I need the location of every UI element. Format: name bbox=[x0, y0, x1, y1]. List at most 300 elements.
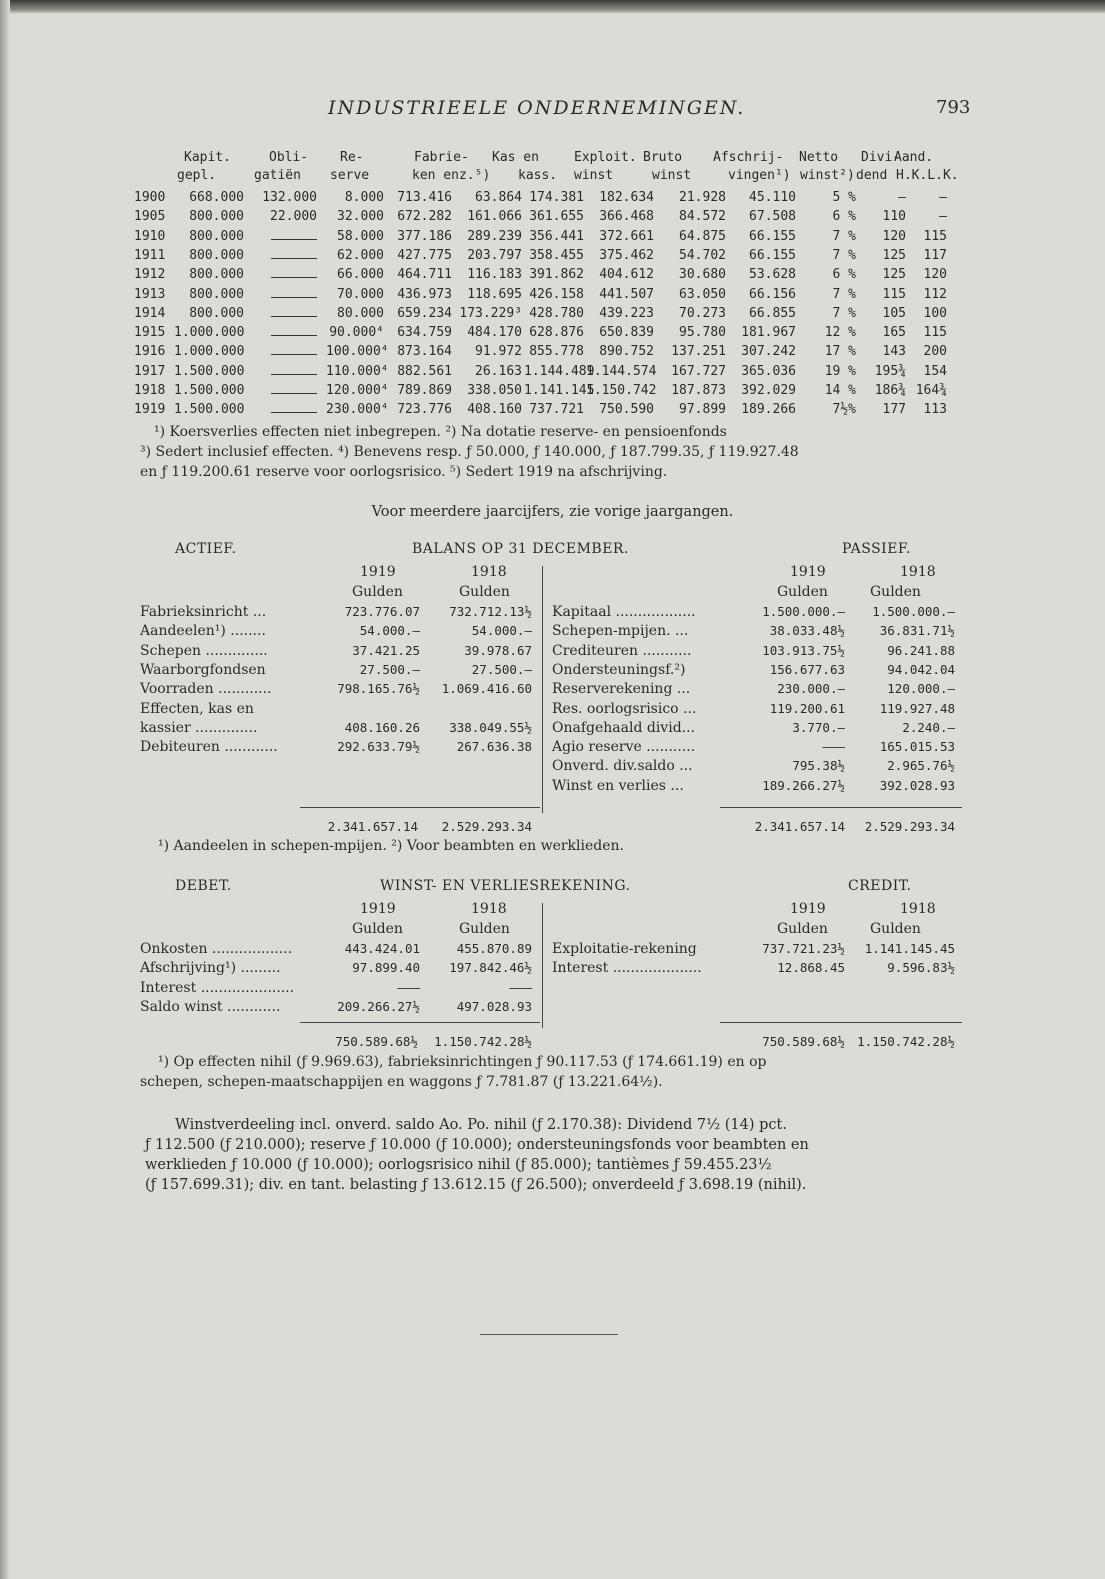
cell-netto: 67.508 bbox=[749, 209, 796, 225]
cell-year: 1911 bbox=[134, 247, 166, 263]
year-header: 1919 bbox=[790, 901, 826, 917]
account-label: Interest ..................... bbox=[140, 979, 295, 996]
cell-exploit: 358.455 bbox=[529, 247, 584, 263]
cell-netto: 66.155 bbox=[749, 228, 796, 244]
cell-k: 164¾ bbox=[915, 383, 947, 398]
cell-reserve: 90.000⁴ bbox=[329, 325, 384, 341]
dash-mark bbox=[271, 393, 317, 394]
cell-reserve: 120.000⁴ bbox=[326, 383, 389, 398]
dash-mark bbox=[271, 239, 317, 240]
cell-fabrieken: 713.416 bbox=[397, 190, 452, 205]
table-row bbox=[134, 325, 974, 345]
amount-1918: 267.636.38 bbox=[456, 739, 532, 755]
history-column-header: Bruto bbox=[643, 150, 683, 165]
cell-h: 125 bbox=[882, 267, 906, 283]
amount-1918: 39.978.67 bbox=[464, 642, 532, 658]
total-1918: 2.529.293.34 bbox=[864, 819, 955, 834]
account-label: Onverd. div.saldo ... bbox=[552, 758, 693, 775]
unit-header: Gulden bbox=[352, 921, 403, 937]
account-label: Crediteuren ........... bbox=[552, 642, 692, 659]
right-heading: PASSIEF. bbox=[842, 541, 911, 557]
cell-k: 117 bbox=[923, 247, 947, 263]
distribution-line: ƒ 112.500 (ƒ 210.000); reserve ƒ 10.000 (ƒ 10.000); ondersteuningsfonds voor beambten en bbox=[145, 1137, 809, 1153]
dash-mark bbox=[271, 277, 317, 278]
year-header: 1919 bbox=[360, 564, 396, 580]
total-rule bbox=[720, 1022, 962, 1023]
cell-k: 115 bbox=[923, 228, 947, 244]
cell-kapit: 1.500.000 bbox=[174, 383, 245, 398]
amount-1918: 94.042.04 bbox=[887, 661, 955, 677]
cell-divid: 19 % bbox=[824, 363, 856, 379]
cell-divid: 6 % bbox=[832, 209, 856, 225]
amount-1918: 497.028.93 bbox=[456, 998, 532, 1014]
cell-fabrieken: 789.869 bbox=[397, 383, 452, 398]
amount-1918: 119.927.48 bbox=[879, 700, 955, 716]
cell-h: 195¾ bbox=[874, 363, 906, 379]
cell-netto: 45.110 bbox=[749, 190, 796, 205]
amount-1919: 38.033.48½ bbox=[769, 623, 845, 639]
total-1918: 1.150.742.28½ bbox=[434, 1034, 532, 1050]
cell-bruto: 366.468 bbox=[599, 209, 654, 225]
cell-bruto: 375.462 bbox=[599, 247, 654, 263]
cell-afschr: 70.273 bbox=[679, 305, 726, 321]
amount-1919: 798.165.76½ bbox=[337, 681, 420, 697]
dash-mark bbox=[271, 297, 317, 298]
account-label: Fabrieksinricht ... bbox=[140, 604, 267, 620]
unit-header: Gulden bbox=[459, 921, 510, 937]
cell-fabrieken: 634.759 bbox=[397, 325, 452, 341]
cell-year: 1915 bbox=[134, 325, 166, 341]
account-label: Waarborgfondsen bbox=[140, 661, 266, 678]
amount-1918: 1.500.000.— bbox=[872, 604, 955, 619]
account-label: Saldo winst ............ bbox=[140, 998, 281, 1015]
cell-kas: 161.066 bbox=[467, 209, 522, 225]
unit-header: Gulden bbox=[777, 921, 828, 937]
cell-fabrieken: 659.234 bbox=[397, 305, 452, 321]
cell-afschr: 21.928 bbox=[679, 190, 726, 205]
table-row bbox=[134, 287, 974, 307]
cell-divid: 6 % bbox=[832, 267, 856, 283]
cell-fabrieken: 723.776 bbox=[397, 402, 452, 418]
cell-exploit: 174.381 bbox=[529, 190, 584, 205]
amount-1918: 1.141.145.45 bbox=[864, 941, 955, 956]
account-label: Agio reserve ........... bbox=[552, 739, 696, 756]
account-label: Reserverekening ... bbox=[552, 681, 691, 698]
cell-exploit: 737.721 bbox=[529, 402, 584, 418]
amount-1919: ——— bbox=[822, 739, 845, 755]
right-heading: CREDIT. bbox=[848, 878, 912, 894]
history-column-subheader: gatiën bbox=[254, 168, 301, 183]
cell-reserve: 80.000 bbox=[337, 305, 384, 321]
amount-1919: ——— bbox=[397, 979, 420, 995]
distribution-line: (ƒ 157.699.31); div. en tant. belasting ƒ 13.612.15 (ƒ 26.500); onverdeeld ƒ 3.698.19 (nihil). bbox=[145, 1177, 807, 1193]
year-header: 1918 bbox=[471, 564, 507, 580]
account-label: Ondersteuningsf.²) bbox=[552, 661, 686, 678]
account-label: Voorraden ............ bbox=[140, 681, 272, 698]
amount-1919: 230.000.— bbox=[777, 681, 845, 697]
cell-netto: 307.242 bbox=[741, 344, 796, 360]
amount-1919: 189.266.27½ bbox=[762, 777, 845, 793]
column-divider bbox=[542, 566, 543, 813]
account-label: Effecten, kas en bbox=[140, 700, 254, 717]
cell-year: 1919 bbox=[134, 402, 166, 418]
account-label: kassier .............. bbox=[140, 719, 258, 736]
cell-kapit: 800.000 bbox=[189, 228, 244, 244]
account-label: Interest .................... bbox=[552, 960, 702, 977]
history-column-header: Exploit. bbox=[574, 150, 637, 165]
amount-1918: 338.049.55½ bbox=[449, 719, 532, 735]
cell-h: 125 bbox=[882, 247, 906, 263]
cell-kapit: 800.000 bbox=[189, 305, 244, 321]
year-header: 1918 bbox=[900, 901, 936, 917]
amount-1919: 97.899.40 bbox=[352, 960, 420, 976]
amount-1919: 156.677.63 bbox=[769, 661, 845, 677]
amount-1918: 197.842.46½ bbox=[449, 960, 532, 976]
cell-h: 143 bbox=[882, 344, 906, 360]
cell-afschr: 167.727 bbox=[671, 363, 726, 379]
amount-1918: 36.831.71½ bbox=[879, 623, 955, 639]
cell-bruto: 182.634 bbox=[599, 190, 654, 205]
cell-kapit: 800.000 bbox=[189, 286, 244, 302]
dash-mark bbox=[271, 335, 317, 336]
cell-fabrieken: 873.164 bbox=[397, 344, 452, 360]
history-column-subheader: winst bbox=[574, 168, 614, 183]
cell-bruto: 750.590 bbox=[599, 402, 654, 418]
account-label: Onkosten .................. bbox=[140, 941, 293, 957]
unit-header: Gulden bbox=[777, 584, 828, 600]
amount-1918: 732.712.13½ bbox=[449, 604, 532, 619]
unit-header: Gulden bbox=[352, 584, 403, 600]
cell-k: 112 bbox=[923, 286, 947, 302]
amount-1919: 795.38½ bbox=[792, 758, 845, 774]
account-label: Exploitatie-rekening bbox=[552, 941, 697, 957]
cell-k: 154 bbox=[923, 363, 947, 379]
cell-exploit: 628.876 bbox=[529, 325, 584, 341]
cell-divid: 7 % bbox=[832, 305, 856, 321]
total-rule bbox=[300, 1022, 540, 1023]
cell-reserve: 8.000 bbox=[344, 190, 384, 205]
cell-bruto: 890.752 bbox=[599, 344, 654, 360]
cell-afschr: 84.572 bbox=[679, 209, 726, 225]
amount-1919: 54.000.— bbox=[359, 623, 420, 639]
unit-header: Gulden bbox=[870, 584, 921, 600]
cell-fabrieken: 672.282 bbox=[397, 209, 452, 225]
cell-k: 113 bbox=[923, 402, 947, 418]
cell-fabrieken: 464.711 bbox=[397, 267, 452, 283]
table-row bbox=[134, 229, 974, 249]
history-column-subheader: dend bbox=[856, 168, 888, 183]
amount-1918: 2.965.76½ bbox=[887, 758, 955, 774]
history-column-header: Obli- bbox=[269, 150, 309, 165]
cell-exploit: 855.778 bbox=[529, 344, 584, 360]
table-row bbox=[134, 267, 974, 287]
cell-divid: 7 % bbox=[832, 286, 856, 302]
cell-kapit: 668.000 bbox=[189, 190, 244, 205]
cell-netto: 181.967 bbox=[741, 325, 796, 341]
amount-1919: 723.776.07 bbox=[344, 604, 420, 619]
table-row bbox=[134, 402, 974, 422]
amount-1919: 1.500.000.— bbox=[762, 604, 845, 619]
history-column-header: Kas en bbox=[492, 150, 539, 165]
amount-1918: 96.241.88 bbox=[887, 642, 955, 658]
cell-exploit: 426.158 bbox=[529, 286, 584, 302]
cell-netto: 392.029 bbox=[741, 383, 796, 398]
cell-year: 1913 bbox=[134, 286, 166, 302]
cell-kapit: 800.000 bbox=[189, 247, 244, 263]
cell-reserve: 70.000 bbox=[337, 286, 384, 302]
account-footnote: ¹) Aandeelen in schepen-mpijen. ²) Voor beambten en werklieden. bbox=[158, 838, 624, 854]
history-footnote-2: ³) Sedert inclusief effecten. ⁴) Benevens resp. ƒ 50.000, ƒ 140.000, ƒ 187.799.35, ƒ 119.927.48 bbox=[140, 444, 799, 460]
cell-h: 115 bbox=[882, 286, 906, 302]
cell-h: 165 bbox=[882, 325, 906, 341]
cell-afschr: 64.875 bbox=[679, 228, 726, 244]
cell-kas: 116.183 bbox=[467, 267, 522, 283]
cell-reserve: 62.000 bbox=[337, 247, 384, 263]
table-row bbox=[134, 364, 974, 384]
cell-netto: 189.266 bbox=[741, 402, 796, 418]
distribution-line: werklieden ƒ 10.000 (ƒ 10.000); oorlogsrisico nihil (ƒ 85.000); tantièmes ƒ 59.455.23½ bbox=[145, 1157, 772, 1173]
left-heading: ACTIEF. bbox=[175, 541, 237, 557]
amount-1918: 165.015.53 bbox=[879, 739, 955, 755]
history-column-subheader: ken enz.⁵) bbox=[412, 168, 491, 183]
cell-exploit: 1.144.489 bbox=[524, 363, 595, 379]
cell-h: 186¾ bbox=[874, 383, 906, 398]
cell-reserve: 230.000⁴ bbox=[326, 402, 389, 418]
year-header: 1919 bbox=[360, 901, 396, 917]
amount-1919: 209.266.27½ bbox=[337, 998, 420, 1014]
cell-year: 1916 bbox=[134, 344, 166, 360]
history-column-subheader: vingen¹) bbox=[728, 168, 791, 183]
cell-obli: 22.000 bbox=[270, 209, 317, 225]
cell-kapit: 1.500.000 bbox=[174, 402, 245, 418]
cell-kas: 338.050 bbox=[467, 383, 522, 398]
history-column-subheader: serve bbox=[330, 168, 370, 183]
amount-1919: 119.200.61 bbox=[769, 700, 845, 716]
total-1918: 2.529.293.34 bbox=[441, 819, 532, 834]
history-column-subheader: kass. bbox=[518, 168, 558, 183]
history-column-header: Afschrij- bbox=[713, 150, 784, 165]
dash-mark bbox=[271, 258, 317, 259]
cell-reserve: 100.000⁴ bbox=[326, 344, 389, 360]
amount-1918: 455.870.89 bbox=[456, 941, 532, 956]
amount-1918: 2.240.— bbox=[902, 719, 955, 735]
history-column-header: Aand. bbox=[894, 150, 934, 165]
amount-1918: 392.028.93 bbox=[879, 777, 955, 793]
cell-h: 105 bbox=[882, 305, 906, 321]
amount-1919: 408.160.26 bbox=[344, 719, 420, 735]
cell-exploit: 1.141.145 bbox=[524, 383, 595, 398]
cell-reserve: 58.000 bbox=[337, 228, 384, 244]
cell-kas: 173.229³ bbox=[459, 305, 522, 321]
unit-header: Gulden bbox=[870, 921, 921, 937]
cell-afschr: 97.899 bbox=[679, 402, 726, 418]
more-figures-note: Voor meerdere jaarcijfers, zie vorige jaargangen. bbox=[371, 504, 734, 520]
cell-kas: 203.797 bbox=[467, 247, 522, 263]
cell-netto: 66.855 bbox=[749, 305, 796, 321]
cell-netto: 66.155 bbox=[749, 247, 796, 263]
cell-afschr: 63.050 bbox=[679, 286, 726, 302]
cell-exploit: 361.655 bbox=[529, 209, 584, 225]
account-label: Debiteuren ............ bbox=[140, 739, 278, 756]
history-column-subheader: winst²) bbox=[800, 168, 855, 183]
cell-h: 177 bbox=[882, 402, 906, 418]
cell-kapit: 800.000 bbox=[189, 209, 244, 225]
cell-divid: 12 % bbox=[824, 325, 856, 341]
year-header: 1918 bbox=[900, 564, 936, 580]
cell-kas: 289.239 bbox=[467, 228, 522, 244]
page-end-rule bbox=[480, 1334, 618, 1335]
cell-kas: 484.170 bbox=[467, 325, 522, 341]
cell-kas: 408.160 bbox=[467, 402, 522, 418]
cell-bruto: 1.150.742 bbox=[586, 383, 657, 398]
cell-divid: 14 % bbox=[824, 383, 856, 398]
table-row bbox=[134, 344, 974, 364]
cell-fabrieken: 377.186 bbox=[397, 228, 452, 244]
history-column-header: Divi- bbox=[861, 150, 901, 165]
cell-netto: 53.628 bbox=[749, 267, 796, 283]
amount-1919: 443.424.01 bbox=[344, 941, 420, 956]
table-row bbox=[134, 209, 974, 229]
cell-year: 1917 bbox=[134, 363, 166, 379]
cell-netto: 66.156 bbox=[749, 286, 796, 302]
cell-k: — bbox=[939, 190, 947, 205]
amount-1919: 37.421.25 bbox=[352, 642, 420, 658]
cell-fabrieken: 427.775 bbox=[397, 247, 452, 263]
account-label: Winst en verlies ... bbox=[552, 777, 684, 794]
account-footnote: ¹) Op effecten nihil (ƒ 9.969.63), fabrieksinrichtingen ƒ 90.117.53 (ƒ 174.661.19) en op bbox=[158, 1054, 767, 1071]
cell-exploit: 391.862 bbox=[529, 267, 584, 283]
table-row bbox=[134, 248, 974, 268]
cell-afschr: 54.702 bbox=[679, 247, 726, 263]
cell-divid: 5 % bbox=[832, 190, 856, 205]
account-title: BALANS OP 31 DECEMBER. bbox=[412, 541, 629, 557]
cell-divid: 7 % bbox=[832, 228, 856, 244]
account-label: Res. oorlogsrisico ... bbox=[552, 700, 697, 717]
page-number: 793 bbox=[936, 97, 971, 118]
dash-mark bbox=[271, 316, 317, 317]
column-divider bbox=[542, 903, 543, 1028]
cell-fabrieken: 882.561 bbox=[397, 363, 452, 379]
cell-kas: 63.864 bbox=[475, 190, 522, 205]
amount-1918: 120.000.— bbox=[887, 681, 955, 697]
table-row bbox=[134, 383, 974, 403]
total-rule bbox=[300, 807, 540, 808]
amount-1919: 3.770.— bbox=[792, 719, 845, 735]
history-column-header: Re- bbox=[340, 150, 364, 165]
cell-kas: 118.695 bbox=[467, 286, 522, 302]
amount-1918: 9.596.83½ bbox=[887, 960, 955, 976]
account-label: Afschrijving¹) ......... bbox=[140, 960, 281, 977]
cell-kapit: 1.000.000 bbox=[174, 325, 245, 341]
amount-1918: ——— bbox=[509, 979, 532, 995]
cell-bruto: 441.507 bbox=[599, 286, 654, 302]
cell-year: 1918 bbox=[134, 383, 166, 398]
cell-h: — bbox=[898, 190, 906, 205]
cell-h: 110 bbox=[882, 209, 906, 225]
amount-1919: 12.868.45 bbox=[777, 960, 845, 976]
cell-exploit: 428.780 bbox=[529, 305, 584, 321]
dash-mark bbox=[271, 412, 317, 413]
cell-k: 200 bbox=[923, 344, 947, 360]
cell-year: 1900 bbox=[134, 190, 166, 205]
amount-1919: 737.721.23½ bbox=[762, 941, 845, 956]
cell-year: 1905 bbox=[134, 209, 166, 225]
cell-afschr: 137.251 bbox=[671, 344, 726, 360]
year-header: 1919 bbox=[790, 564, 826, 580]
cell-year: 1914 bbox=[134, 305, 166, 321]
cell-bruto: 1.144.574 bbox=[586, 363, 657, 379]
account-title: WINST- EN VERLIESREKENING. bbox=[380, 878, 631, 894]
history-column-header: Netto bbox=[799, 150, 839, 165]
cell-year: 1910 bbox=[134, 228, 166, 244]
total-1919: 750.589.68½ bbox=[762, 1034, 845, 1050]
cell-kapit: 1.000.000 bbox=[174, 344, 245, 360]
cell-divid: 7 % bbox=[832, 247, 856, 263]
cell-year: 1912 bbox=[134, 267, 166, 283]
history-column-subheader: winst bbox=[652, 168, 692, 183]
total-1918: 1.150.742.28½ bbox=[857, 1034, 955, 1050]
running-title: INDUSTRIEELE ONDERNEMINGEN. bbox=[328, 97, 746, 119]
cell-k: 120 bbox=[923, 267, 947, 283]
history-column-header: Kapit. bbox=[184, 150, 231, 165]
history-column-subheader: gepl. bbox=[177, 168, 217, 183]
amount-1919: 27.500.— bbox=[359, 661, 420, 677]
cell-bruto: 372.661 bbox=[599, 228, 654, 244]
total-rule bbox=[720, 807, 962, 808]
cell-afschr: 95.780 bbox=[679, 325, 726, 341]
cell-reserve: 110.000⁴ bbox=[326, 363, 389, 379]
cell-bruto: 650.839 bbox=[599, 325, 654, 341]
cell-reserve: 66.000 bbox=[337, 267, 384, 283]
cell-obli: 132.000 bbox=[262, 190, 317, 205]
account-label: Onafgehaald divid... bbox=[552, 719, 696, 736]
account-label: Aandeelen¹) ........ bbox=[140, 623, 266, 640]
distribution-line: Winstverdeeling incl. onverd. saldo Ao. Po. nihil (ƒ 2.170.38): Dividend 7½ (14) pct. bbox=[175, 1117, 787, 1133]
cell-netto: 365.036 bbox=[741, 363, 796, 379]
cell-kas: 26.163 bbox=[475, 363, 522, 379]
cell-afschr: 30.680 bbox=[679, 267, 726, 283]
cell-divid: 7½% bbox=[832, 402, 856, 418]
profit-distribution bbox=[145, 1115, 965, 1195]
account-label: Kapitaal .................. bbox=[552, 604, 696, 620]
dash-mark bbox=[271, 354, 317, 355]
left-heading: DEBET. bbox=[175, 878, 232, 894]
history-column-header: Fabrie- bbox=[414, 150, 469, 165]
cell-bruto: 404.612 bbox=[599, 267, 654, 283]
amount-1918: 54.000.— bbox=[471, 623, 532, 639]
total-1919: 2.341.657.14 bbox=[754, 819, 845, 834]
cell-h: 120 bbox=[882, 228, 906, 244]
account-label: Schepen .............. bbox=[140, 642, 268, 659]
cell-k: — bbox=[939, 209, 947, 225]
history-footnote-3: en ƒ 119.200.61 reserve voor oorlogsrisico. ⁵) Sedert 1919 na afschrijving. bbox=[140, 464, 668, 480]
history-column-subheader: H.K.L.K. bbox=[896, 168, 959, 183]
cell-k: 100 bbox=[923, 305, 947, 321]
cell-kapit: 800.000 bbox=[189, 267, 244, 283]
cell-kapit: 1.500.000 bbox=[174, 363, 245, 379]
account-label: Schepen-mpijen. ... bbox=[552, 623, 689, 640]
amount-1919: 292.633.79½ bbox=[337, 739, 420, 755]
cell-bruto: 439.223 bbox=[599, 305, 654, 321]
table-row bbox=[134, 190, 974, 210]
dash-mark bbox=[271, 374, 317, 375]
unit-header: Gulden bbox=[459, 584, 510, 600]
amount-1918: 27.500.— bbox=[471, 661, 532, 677]
cell-kas: 91.972 bbox=[475, 344, 522, 360]
amount-1919: 103.913.75½ bbox=[762, 642, 845, 658]
cell-k: 115 bbox=[923, 325, 947, 341]
history-footnote-1: ¹) Koersverlies effecten niet inbegrepen. ²) Na dotatie reserve- en pensioenfonds bbox=[154, 424, 727, 440]
